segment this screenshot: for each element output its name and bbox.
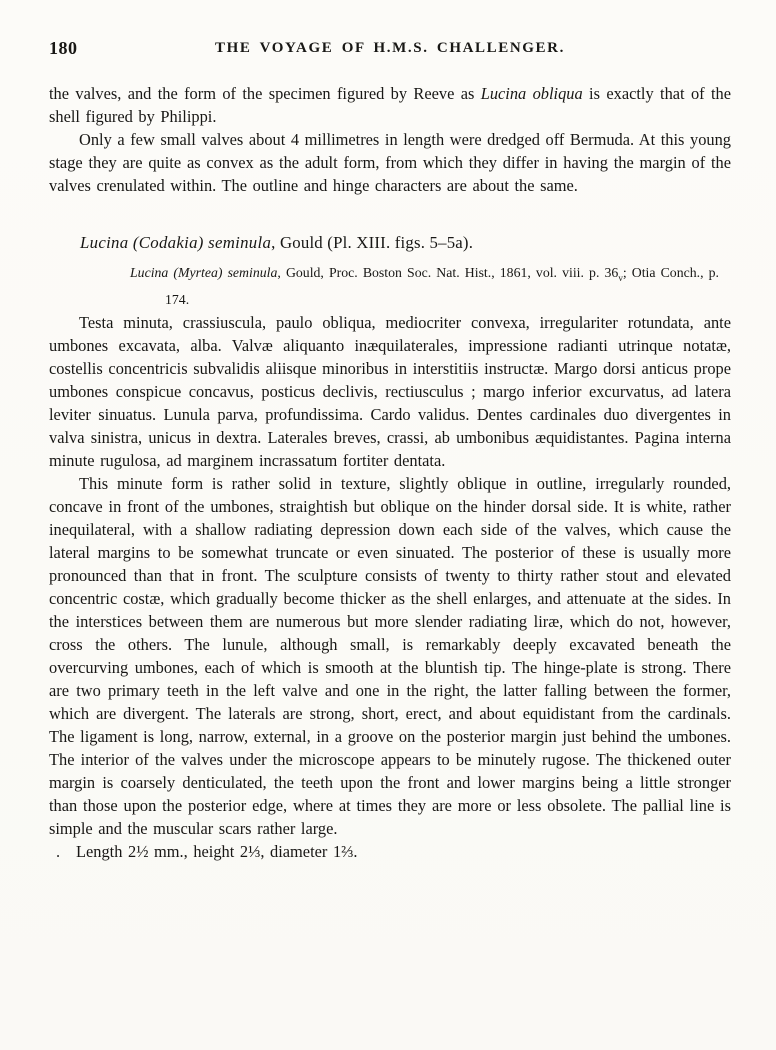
species-heading [49, 233, 731, 253]
running-title: THE VOYAGE OF H.M.S. CHALLENGER. [215, 40, 565, 56]
species-name-lucina-obliqua: Lucina obliqua [480, 84, 583, 103]
measurements-text: Length 2½ mm., height 2⅓, diameter 1⅔. [76, 841, 358, 861]
synonymy-citation-text: , Gould, Proc. Boston Soc. Nat. Hist., 1861, vol. viii. p. 36 [277, 265, 619, 280]
english-description: This minute form is rather solid in texture, slightly oblique in outline, irregularly rounded, concave in front of the umbones, straightish but oblique on the hinder dorsal side. It is white, rather inequilateral, with a shallow radiating depression down each side of the valves, which cause the lateral margins to be somewhat truncate or even sinuated. The posterior of these is usually more pronounced than that in front. The sculpture consists of twenty to thirty rather stout and elevated concentric costæ, which gradually become thicker as the shell enlarges, and attenuate at the sides. In the interstices between them are numerous but more slender radiating liræ, which do not, however, cross the others. The lunule, although small, is remarkably deeply excavated beneath the overcurving umbones, each of which is smooth at the bluntish tip. The hinge-plate is strong. There are two primary teeth in the left valve and one in the right, the latter falling between the former, which are divergent. The laterals are strong, short, erect, and about equidistant from the cardinals. The ligament is long, narrow, external, in a groove on the posterior margin just behind the umbones. The interior of the valves under the microscope appears to be minutely rugose. The thickened outer margin is coarsely denticulated, the teeth upon the front and lower margins being a little stronger than those upon the posterior edge, where at times they are more or less obsolete. The pallial line is simple and the muscular scars rather large. [49, 473, 731, 838]
synonymy-citation [49, 262, 731, 311]
stray-dot: . [56, 841, 61, 861]
measurements-line [49, 840, 731, 863]
synonym-name-myrtea-seminula: Lucina (Myrtea) seminula [130, 265, 278, 280]
page-number: 180 [49, 38, 78, 58]
continuation-text-start: the valves, and the form of the specimen figured by Reeve as [49, 84, 481, 103]
synonymy-citation-text-end: ; Otia Conch., p. 174. [165, 265, 719, 307]
species-name-lucina-seminula: Lucina (Codakia) seminula [80, 233, 272, 252]
paragraph-continuation [49, 82, 731, 128]
synonymy-stray-mark: v [618, 272, 623, 283]
continuation-text-end: is exactly that of the shell figured by Philippi. [49, 84, 731, 126]
latin-description: Testa minuta, crassiuscula, paulo obliqua, mediocriter convexa, irregulariter rotundata, ante umbones excavata, alba. Valvæ aliquanto inæquilaterales, impressione radianti utrinque notatæ, costellis concentricis subvalidis aliisque minoribus in interstitiis instructæ. Margo dorsi anticus prope umbones conspicue concavus, posticus declivis, rectiusculus ; margo inferior excurvatus, ad latera leviter sinuatus. Lunula parva, profundissima. Cardo validus. Dentes cardinales duo divergentes in valva sinistra, unicus in dextra. Laterales breves, crassi, ab umbonibus æquidistantes. Pagina interna minute rugulosa, ad marginem incrassatum fortiter dentata. [49, 312, 731, 470]
page-header [49, 38, 731, 60]
paragraph-bermuda: Only a few small valves about 4 millimetres in length were dredged off Bermuda. At this young stage they are quite as convex as the adult form, from which they differ in having the margin of the valves crenulated within. The outline and hinge characters are about the same. [49, 130, 731, 195]
species-heading-rest: , Gould (Pl. XIII. figs. 5–5a). [271, 233, 474, 252]
